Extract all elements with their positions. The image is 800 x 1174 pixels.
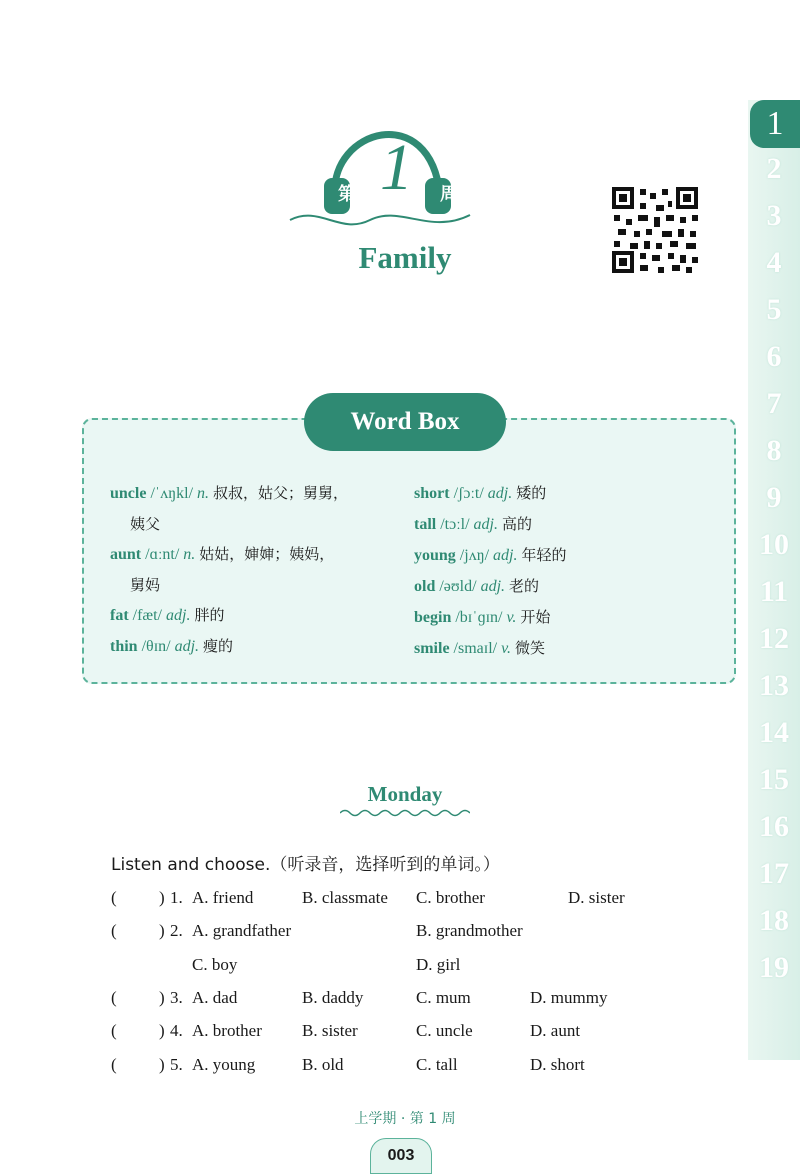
vocab-meaning: 瘦的 bbox=[203, 637, 234, 655]
vocab-meaning: 叔叔，姑父；舅舅， bbox=[213, 484, 349, 502]
vocab-meaning: 胖的 bbox=[194, 606, 225, 624]
vocab-ipa: /ɑːnt/ bbox=[145, 546, 180, 563]
qr-code[interactable] bbox=[610, 185, 700, 275]
chapter-tab-15[interactable]: 15 bbox=[759, 763, 789, 796]
chapter-tab-active[interactable]: 1 bbox=[750, 100, 800, 148]
vocab-ipa: /smaɪl/ bbox=[453, 640, 498, 657]
vocab-pos: adj. bbox=[487, 485, 513, 502]
vocab-entry bbox=[414, 571, 714, 602]
vocab-ipa: /bɪˈɡɪn/ bbox=[455, 609, 503, 626]
vocab-word: thin bbox=[110, 638, 138, 655]
week-number: 1 bbox=[380, 131, 413, 204]
vocab-word: young bbox=[414, 547, 456, 564]
vocab-pos: v. bbox=[506, 609, 517, 626]
option-b: B. old bbox=[302, 1055, 344, 1074]
answer-blank-open[interactable]: ( bbox=[111, 1055, 117, 1074]
vocab-entry bbox=[110, 600, 400, 631]
chapter-tab-10[interactable]: 10 bbox=[759, 528, 789, 561]
chapter-tab-7[interactable]: 7 bbox=[766, 387, 782, 420]
chapter-tab-4[interactable]: 4 bbox=[766, 246, 782, 279]
chapter-tab-19[interactable]: 19 bbox=[759, 951, 789, 984]
vocab-meaning: 微笑 bbox=[515, 639, 546, 657]
answer-blank-close: ) bbox=[159, 1021, 165, 1040]
vocab-entry bbox=[414, 478, 714, 509]
option-b: B. daddy bbox=[302, 988, 364, 1007]
answer-blank-open[interactable]: ( bbox=[111, 921, 117, 940]
exercise-instruction: Listen and choose.（听录音，选择听到的单词。） bbox=[111, 855, 500, 875]
option-a: A. dad bbox=[192, 988, 238, 1007]
vocab-meaning: 年轻的 bbox=[521, 546, 567, 564]
chapter-tab-11[interactable]: 11 bbox=[759, 575, 789, 608]
vocab-word: old bbox=[414, 578, 436, 595]
vocab-meaning-cont: 姨父 bbox=[130, 515, 161, 533]
vocab-meaning: 高的 bbox=[502, 515, 533, 533]
option-c: C. brother bbox=[416, 888, 485, 907]
option-a: A. grandfather bbox=[192, 921, 292, 940]
vocab-word: tall bbox=[414, 516, 437, 533]
vocab-meaning: 开始 bbox=[520, 608, 551, 626]
vocab-ipa: /tɔːl/ bbox=[440, 516, 470, 533]
option-a: A. brother bbox=[192, 1021, 262, 1040]
chapter-tab-12[interactable]: 12 bbox=[759, 622, 789, 655]
chapter-tab-14[interactable]: 14 bbox=[759, 716, 789, 749]
chapter-tab-13[interactable]: 13 bbox=[759, 669, 789, 702]
vocab-word: short bbox=[414, 485, 450, 502]
option-c: C. uncle bbox=[416, 1021, 473, 1040]
chapter-tab-8[interactable]: 8 bbox=[766, 434, 782, 467]
week-label-left: 第 bbox=[338, 184, 356, 205]
vocab-pos: adj. bbox=[473, 516, 498, 533]
answer-blank-open[interactable]: ( bbox=[111, 888, 117, 907]
page-number: 003 bbox=[370, 1138, 432, 1174]
vocab-pos: v. bbox=[501, 640, 512, 657]
vocab-pos: adj. bbox=[493, 547, 518, 564]
vocab-ipa: /θɪn/ bbox=[141, 638, 171, 655]
word-box-left-column bbox=[110, 478, 400, 662]
vocab-entry bbox=[110, 478, 400, 509]
chapter-tab-18[interactable]: 18 bbox=[759, 904, 789, 937]
answer-blank-close: ) bbox=[159, 1055, 165, 1074]
vocab-pos: n. bbox=[197, 485, 210, 502]
vocab-ipa: /jʌŋ/ bbox=[459, 547, 490, 564]
option-c: C. mum bbox=[416, 988, 471, 1007]
chapter-tab-3[interactable]: 3 bbox=[766, 199, 782, 232]
option-c: C. boy bbox=[192, 955, 238, 974]
option-d: D. short bbox=[530, 1055, 585, 1074]
vocab-pos: adj. bbox=[174, 638, 200, 655]
option-d: D. mummy bbox=[530, 988, 608, 1007]
vocab-word: aunt bbox=[110, 546, 142, 563]
question-number: 3. bbox=[170, 988, 183, 1007]
answer-blank-close: ) bbox=[159, 888, 165, 907]
vocab-entry bbox=[414, 633, 714, 664]
option-c: C. tall bbox=[416, 1055, 458, 1074]
vocab-meaning-cont: 舅妈 bbox=[130, 576, 161, 594]
answer-blank-open[interactable]: ( bbox=[111, 1021, 117, 1040]
option-d: D. aunt bbox=[530, 1021, 581, 1040]
option-a: A. young bbox=[192, 1055, 256, 1074]
vocab-entry bbox=[414, 540, 714, 571]
word-box-title: Word Box bbox=[304, 393, 506, 451]
chapter-tab-6[interactable]: 6 bbox=[766, 340, 782, 373]
section-heading-monday: Monday bbox=[367, 782, 443, 806]
vocab-meaning: 老的 bbox=[509, 577, 540, 595]
vocab-ipa: /ˈʌŋkl/ bbox=[150, 485, 194, 502]
vocab-word: begin bbox=[414, 609, 452, 626]
footer-term-label: 上学期 · 第 1 周 bbox=[354, 1111, 456, 1127]
vocab-entry bbox=[414, 602, 714, 633]
option-a: A. friend bbox=[192, 888, 254, 907]
vocab-meaning: 姑姑，婶婶；姨妈， bbox=[199, 545, 335, 563]
vocab-pos: adj. bbox=[480, 578, 506, 595]
vocab-pos: n. bbox=[183, 546, 196, 563]
vocab-entry bbox=[414, 509, 714, 540]
chapter-tab-9[interactable]: 9 bbox=[766, 481, 782, 514]
vocab-pos: adj. bbox=[166, 607, 191, 624]
option-b: B. grandmother bbox=[416, 921, 523, 940]
question-number: 4. bbox=[170, 1021, 183, 1040]
vocab-ipa: /əʊld/ bbox=[439, 578, 477, 595]
chapter-tab-2[interactable]: 2 bbox=[766, 152, 782, 185]
vocab-word: smile bbox=[414, 640, 450, 657]
chapter-tab-5[interactable]: 5 bbox=[766, 293, 782, 326]
option-d: D. sister bbox=[568, 888, 625, 907]
question-number: 5. bbox=[170, 1055, 183, 1074]
vocab-word: uncle bbox=[110, 485, 147, 502]
chapter-tab-17[interactable]: 17 bbox=[759, 857, 789, 890]
vocab-ipa: /ʃɔːt/ bbox=[453, 485, 484, 502]
word-box-right-column bbox=[414, 478, 714, 664]
option-d: D. girl bbox=[416, 955, 461, 974]
answer-blank-close: ) bbox=[159, 988, 165, 1007]
vocab-entry bbox=[110, 539, 400, 570]
page-title: Family bbox=[358, 240, 452, 275]
question-number: 2. bbox=[170, 921, 183, 940]
wavy-underline bbox=[340, 808, 470, 818]
answer-blank-open[interactable]: ( bbox=[111, 988, 117, 1007]
question-number: 1. bbox=[170, 888, 183, 907]
vocab-entry bbox=[110, 631, 400, 662]
vocab-word: fat bbox=[110, 607, 129, 624]
week-label-right: 周 bbox=[440, 184, 458, 205]
answer-blank-close: ) bbox=[159, 921, 165, 940]
vocab-meaning: 矮的 bbox=[516, 484, 547, 502]
vocab-ipa: /fæt/ bbox=[132, 607, 162, 624]
option-b: B. classmate bbox=[302, 888, 388, 907]
chapter-tab-16[interactable]: 16 bbox=[759, 810, 789, 843]
option-b: B. sister bbox=[302, 1021, 358, 1040]
